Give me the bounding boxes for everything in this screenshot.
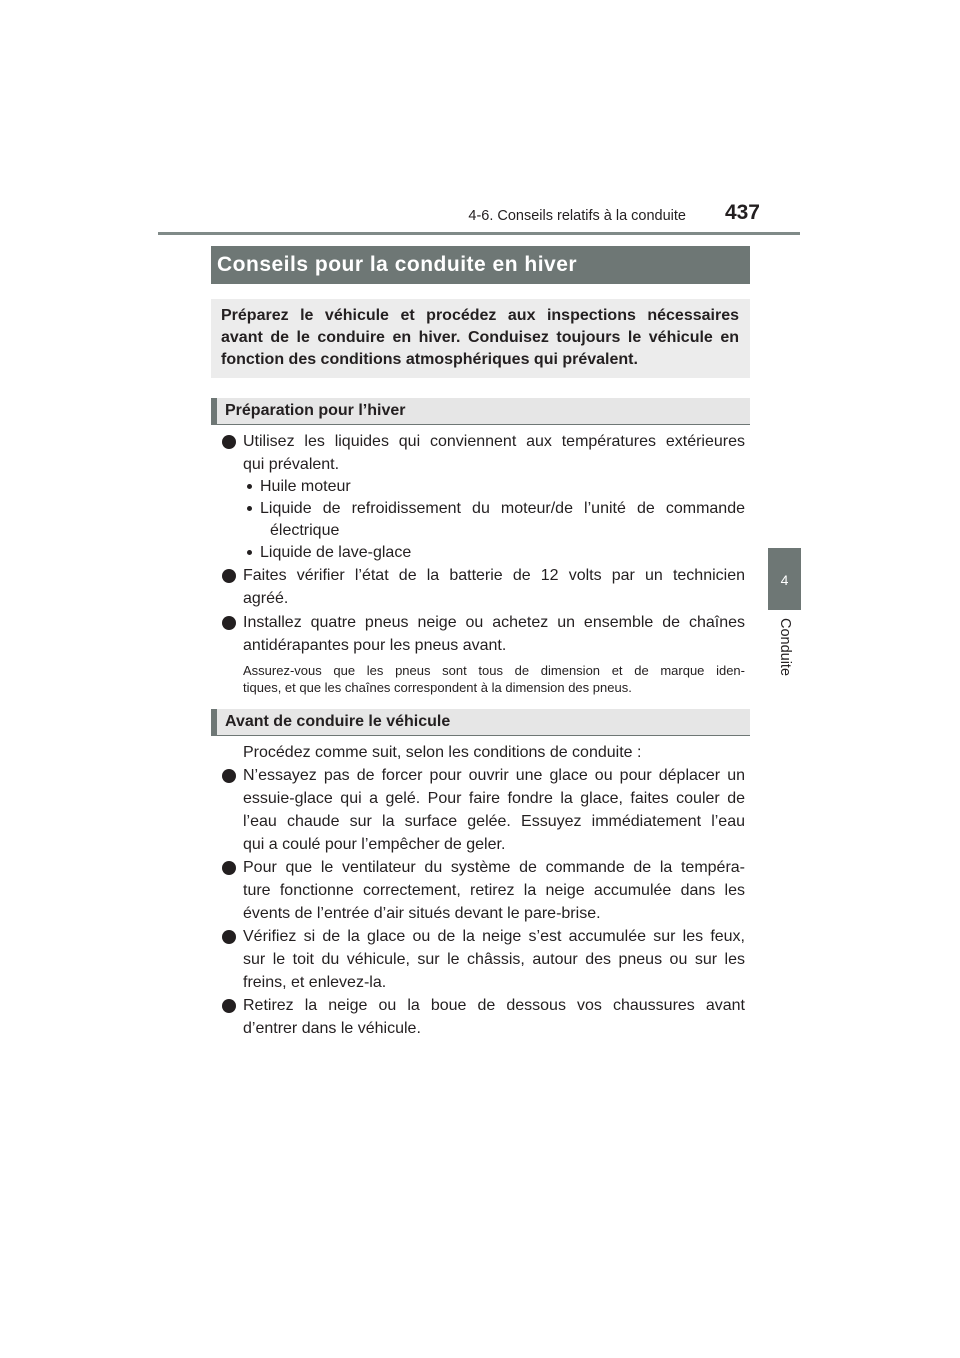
text-line: essuie-glace qui a gelé. Pour faire fondre la glace, faites couler de bbox=[243, 790, 745, 807]
section-heading-winter-prep bbox=[211, 398, 750, 425]
text-line: Utilisez les liquides qui conviennent aux températures extérieures bbox=[243, 433, 745, 450]
section-heading-text: Préparation pour l’hiver bbox=[225, 402, 406, 419]
section-heading-before-driving bbox=[211, 709, 750, 736]
sub-bullet-icon bbox=[247, 506, 252, 511]
text-line: Faites vérifier l’état de la batterie de 12 volts par un technicien bbox=[243, 567, 745, 584]
intro-line-2: avant de le conduire en hiver. Conduisez toujours le véhicule en bbox=[221, 329, 739, 346]
text-line: qui prévalent. bbox=[243, 456, 340, 473]
bullet-icon bbox=[222, 435, 236, 449]
note-line: tiques, et que les chaînes correspondent à la dimension des pneus. bbox=[243, 680, 632, 695]
header-rule bbox=[158, 232, 800, 235]
text-line: freins, et enlevez-la. bbox=[243, 974, 387, 991]
bullet-icon bbox=[222, 569, 236, 583]
intro-line-1: Préparez le véhicule et procédez aux inspections nécessaires bbox=[221, 307, 739, 324]
text-line: N’essayez pas de forcer pour ouvrir une glace ou pour déplacer un bbox=[243, 767, 745, 784]
sub-bullet-icon bbox=[247, 550, 252, 555]
text-line: évents de l’entrée d’air situés devant le pare-brise. bbox=[243, 905, 601, 922]
chapter-label bbox=[770, 612, 800, 682]
chapter-number: 4 bbox=[780, 572, 789, 588]
page-title: Conseils pour la conduite en hiver bbox=[217, 253, 578, 276]
page-title-bar bbox=[211, 246, 750, 284]
bullet-icon bbox=[222, 999, 236, 1013]
text-line: l’eau chaude sur la surface gelée. Essuyez immédiatement l’eau bbox=[243, 813, 745, 830]
text-line: antidérapantes pour les pneus avant. bbox=[243, 637, 507, 654]
text-line: Retirez la neige ou la boue de dessous vos chaussures avant bbox=[243, 997, 745, 1014]
sub-bullet-icon bbox=[247, 484, 252, 489]
running-header-section: 4-6. Conseils relatifs à la conduite bbox=[468, 208, 686, 224]
text-line: Pour que le ventilateur du système de commande de la tempéra- bbox=[243, 859, 745, 876]
section-heading-text: Avant de conduire le véhicule bbox=[225, 713, 451, 730]
bullet-icon bbox=[222, 861, 236, 875]
text-line: ture fonctionne correctement, retirez la neige accumulée dans les bbox=[243, 882, 745, 899]
text-line: Huile moteur bbox=[260, 478, 351, 495]
lead-text: Procédez comme suit, selon les conditions de conduite : bbox=[243, 744, 642, 761]
text-line: qui a coulé pour l’empêcher de geler. bbox=[243, 836, 506, 853]
text-line: Vérifiez si de la glace ou de la neige s’est accumulée sur les feux, bbox=[243, 928, 745, 945]
bullet-icon bbox=[222, 769, 236, 783]
page-number: 437 bbox=[724, 201, 760, 224]
text-line: Liquide de refroidissement du moteur/de l’unité de commande bbox=[260, 500, 745, 517]
bullet-icon bbox=[222, 930, 236, 944]
text-line: Installez quatre pneus neige ou achetez un ensemble de chaînes bbox=[243, 614, 745, 631]
chapter-label-text: Conduite bbox=[777, 617, 793, 677]
text-line: électrique bbox=[270, 522, 340, 539]
text-line: Liquide de lave-glace bbox=[260, 544, 412, 561]
text-line: d’entrer dans le véhicule. bbox=[243, 1020, 421, 1037]
intro-box bbox=[211, 299, 750, 378]
note-line: Assurez-vous que les pneus sont tous de dimension et de marque iden- bbox=[243, 663, 745, 678]
text-line: agréé. bbox=[243, 590, 289, 607]
text-line: sur le toit du véhicule, sur le châssis, autour des pneus ou sur les bbox=[243, 951, 745, 968]
bullet-icon bbox=[222, 616, 236, 630]
intro-line-3: fonction des conditions atmosphériques qui prévalent. bbox=[221, 351, 638, 368]
